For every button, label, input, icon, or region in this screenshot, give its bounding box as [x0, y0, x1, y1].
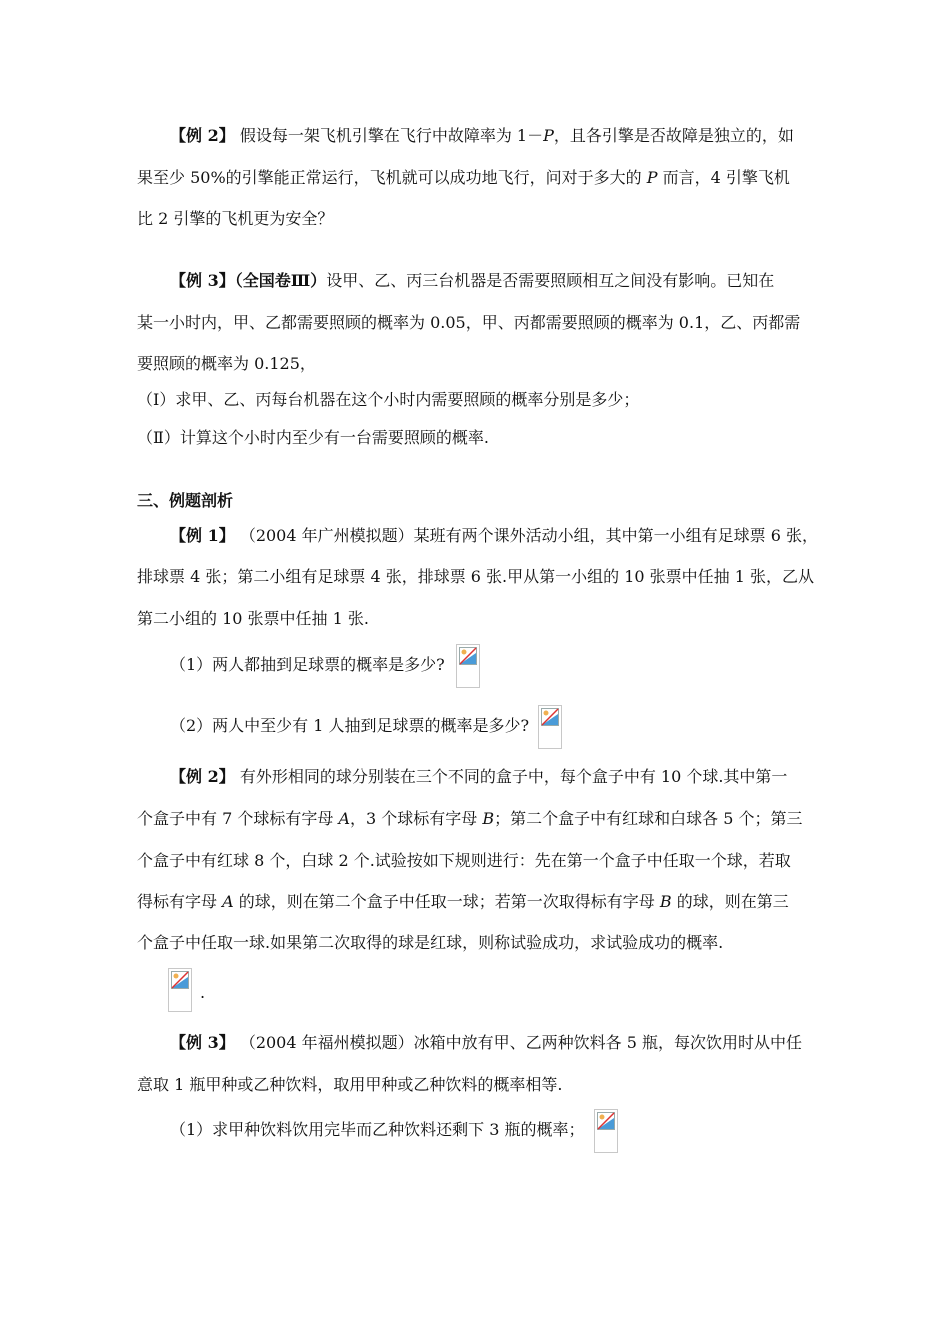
source-label: （全国卷Ⅲ） — [234, 271, 327, 290]
example-tag: 【例 2】 — [170, 126, 235, 145]
ex2b-line-5: 个盒子中任取一球.如果第二次取得的球是红球，则称试验成功，求试验成功的概率. — [137, 933, 724, 952]
ex2b-line-3: 个盒子中有红球 8 个，白球 2 个.试验按如下规则进行：先在第一个盒子中任取一个球，若取 — [137, 851, 791, 870]
ex2-line-3: 比 2 引擎的飞机更为安全？ — [137, 209, 334, 228]
ex2b-line-4: 得标有字母 A 的球，则在第二个盒子中任取一球；若第一次取得标有字母 B 的球，则在第三 — [137, 892, 789, 911]
ex3b-question-1: （1）求甲种饮料饮用完毕而乙种饮料还剩下 3 瓶的概率； — [170, 1120, 585, 1139]
ex2b-line-1: 【例 2】 有外形相同的球分别装在三个不同的盒子中，每个盒子中有 10 个球.其中第一 — [170, 767, 788, 786]
ex2-line-2: 果至少 50%的引擎能正常运行，飞机就可以成功地飞行，问对于多大的 P 而言，4 引擎飞机 — [137, 168, 790, 187]
example-tag: 【例 3】 — [170, 271, 235, 290]
ex3-line-2: 某一小时内，甲、乙都需要照顾的概率为 0.05，甲、丙都需要照顾的概率为 0.1，乙、丙都需 — [137, 313, 801, 332]
ex3-question-2: （Ⅱ）计算这个小时内至少有一台需要照顾的概率. — [137, 428, 489, 447]
broken-image-icon — [594, 1109, 618, 1153]
ex1-question-1: （1）两人都抽到足球票的概率是多少? — [170, 655, 445, 674]
example-tag: 【例 3】 — [170, 1033, 235, 1052]
ex1-line-1: 【例 1】 （2004 年广州模拟题）某班有两个课外活动小组，其中第一小组有足球票 6 张， — [170, 526, 818, 545]
ex3b-line-2: 意取 1 瓶甲种或乙种饮料，取用甲种或乙种饮料的概率相等. — [137, 1075, 563, 1094]
ex2-line-1: 【例 2】 假设每一架飞机引擎在飞行中故障率为 1－P，且各引擎是否故障是独立的，如 — [170, 126, 794, 145]
example-tag: 【例 2】 — [170, 767, 235, 786]
broken-image-icon — [168, 968, 192, 1012]
ex1-line-3: 第二小组的 10 张票中任抽 1 张. — [137, 609, 369, 628]
broken-image-icon — [456, 644, 480, 688]
ex1-line-2: 排球票 4 张；第二小组有足球票 4 张，排球票 6 张.甲从第一小组的 10 张票中任抽 1 张，乙从 — [137, 567, 815, 586]
ex1-question-2: （2）两人中至少有 1 人抽到足球票的概率是多少? — [170, 716, 530, 735]
ex3b-line-1: 【例 3】 （2004 年福州模拟题）冰箱中放有甲、乙两种饮料各 5 瓶，每次饮用时从中任 — [170, 1033, 802, 1052]
ex3-line-1: 【例 3】（全国卷Ⅲ）设甲、乙、丙三台机器是否需要照顾相互之间没有影响。已知在 — [170, 271, 775, 290]
ex2b-line-2: 个盒子中有 7 个球标有字母 A，3 个球标有字母 B；第二个盒子中有红球和白球各 5 个；第三 — [137, 809, 803, 828]
period-after-image: . — [200, 983, 206, 1002]
broken-image-icon — [538, 705, 562, 749]
ex3-line-3: 要照顾的概率为 0.125， — [137, 354, 316, 373]
section-heading: 三、例题剖析 — [137, 491, 234, 510]
example-tag: 【例 1】 — [170, 526, 235, 545]
ex3-question-1: （Ⅰ）求甲、乙、丙每台机器在这个小时内需要照顾的概率分别是多少； — [137, 390, 640, 409]
